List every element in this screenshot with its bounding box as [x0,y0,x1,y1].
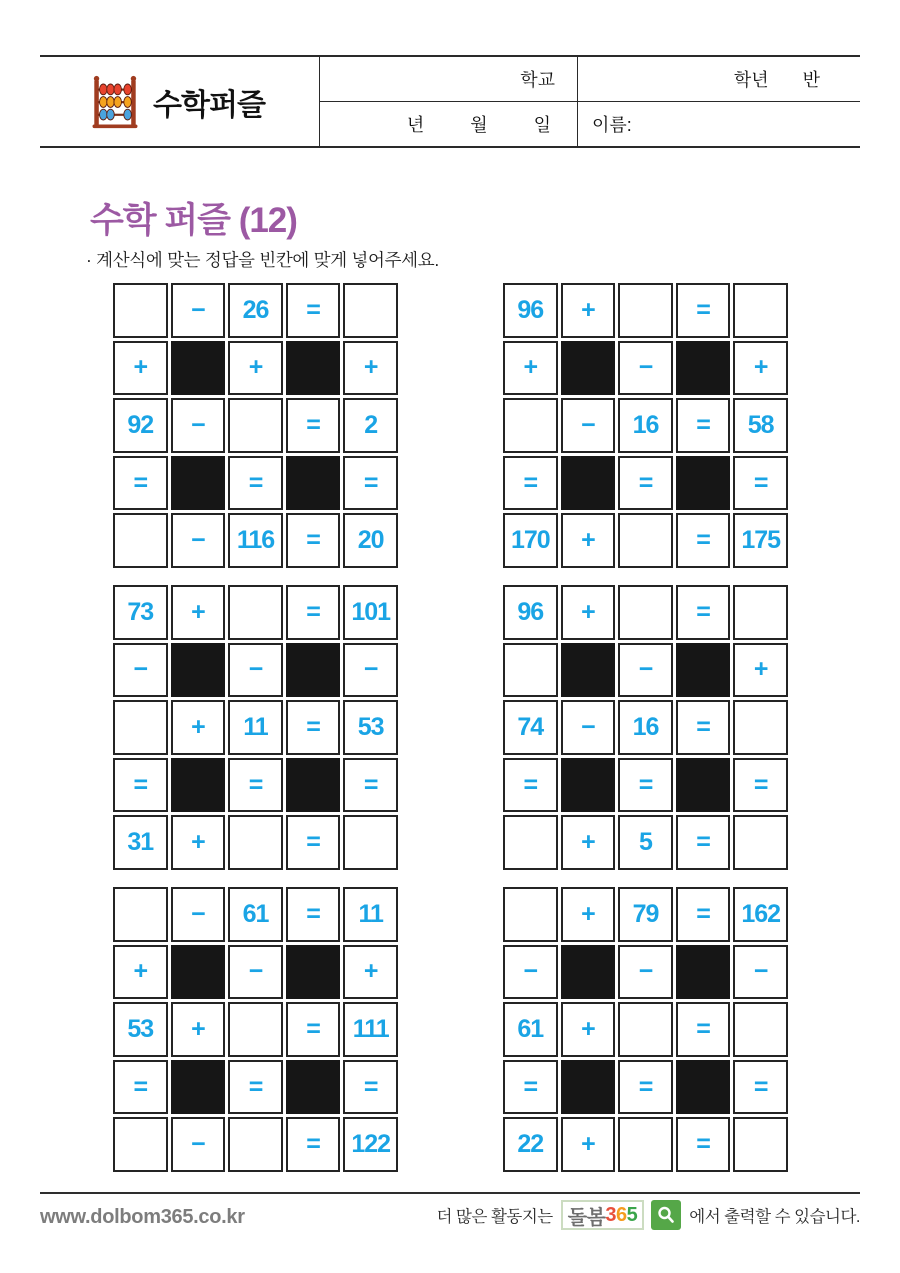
blocked-cell [286,456,341,511]
puzzle-value-cell: 116 [228,513,283,568]
puzzle-value-cell: = [676,513,731,568]
blocked-cell [286,758,341,813]
empty-answer-cell [733,1002,788,1057]
grade-class-field [578,57,860,101]
puzzle-value-cell: 162 [733,887,788,942]
puzzle-value-cell: = [676,585,731,640]
puzzle-value-cell: = [228,758,283,813]
puzzle-value-cell: 11 [343,887,398,942]
puzzle-value-cell: 101 [343,585,398,640]
blocked-cell [561,945,616,1000]
puzzle-grid-4 [503,585,788,870]
footer-website-url: www.dolbom365.co.kr [40,1206,245,1228]
empty-answer-cell [618,585,673,640]
brand-digit-6: 6 [616,1203,627,1226]
year-label: 년 [406,115,425,135]
empty-answer-cell [618,1117,673,1172]
puzzle-value-cell: = [286,1002,341,1057]
puzzle-value-cell: − [618,945,673,1000]
school-label: 학교 [520,70,555,90]
puzzle-value-cell: 16 [618,398,673,453]
blocked-cell [561,456,616,511]
puzzle-value-cell: − [113,643,168,698]
blocked-cell [676,456,731,511]
puzzle-value-cell: + [561,585,616,640]
puzzle-value-cell: + [343,945,398,1000]
empty-answer-cell [733,1117,788,1172]
puzzle-value-cell: = [286,1117,341,1172]
logo-cell [40,57,320,146]
puzzle-value-cell: = [286,283,341,338]
header-row-date-name [320,102,860,146]
logo-title: 수학퍼즐 [153,88,265,122]
puzzle-value-cell: = [113,1060,168,1115]
puzzle-value-cell: + [113,341,168,396]
puzzle-value-cell: 111 [343,1002,398,1057]
empty-answer-cell [343,283,398,338]
puzzle-value-cell: 61 [503,1002,558,1057]
puzzle-value-cell: 122 [343,1117,398,1172]
puzzle-grid-3 [113,585,398,870]
puzzle-value-cell: 53 [343,700,398,755]
empty-answer-cell [618,513,673,568]
puzzle-value-cell: + [561,815,616,870]
worksheet-header [40,55,860,148]
empty-answer-cell [618,1002,673,1057]
puzzle-value-cell: = [228,1060,283,1115]
blocked-cell [676,341,731,396]
puzzle-value-cell: 5 [618,815,673,870]
puzzle-value-cell: = [113,758,168,813]
empty-answer-cell [618,283,673,338]
puzzle-value-cell: + [171,815,226,870]
puzzle-value-cell: − [171,283,226,338]
blocked-cell [171,456,226,511]
puzzle-value-cell: − [228,643,283,698]
empty-answer-cell [733,815,788,870]
puzzle-value-cell: = [286,887,341,942]
puzzle-value-cell: + [343,341,398,396]
empty-answer-cell [228,398,283,453]
puzzle-value-cell: − [561,700,616,755]
puzzle-value-cell: = [113,456,168,511]
puzzle-value-cell: + [113,945,168,1000]
puzzle-grid-2 [503,283,788,568]
puzzle-value-cell: 31 [113,815,168,870]
puzzle-value-cell: 26 [228,283,283,338]
empty-answer-cell [228,1117,283,1172]
blocked-cell [171,1060,226,1115]
header-row-school [320,57,860,102]
puzzle-value-cell: − [618,341,673,396]
puzzle-value-cell: = [676,815,731,870]
puzzle-value-cell: = [676,1002,731,1057]
puzzle-value-cell: 170 [503,513,558,568]
puzzle-value-cell: 58 [733,398,788,453]
puzzle-value-cell: 79 [618,887,673,942]
puzzle-value-cell: 2 [343,398,398,453]
puzzle-value-cell: = [286,398,341,453]
empty-answer-cell [113,700,168,755]
class-label: 반 [802,70,820,90]
puzzle-value-cell: + [561,1002,616,1057]
blocked-cell [561,758,616,813]
puzzle-value-cell: − [733,945,788,1000]
puzzle-value-cell: 74 [503,700,558,755]
header-info-area [320,57,860,146]
blocked-cell [676,1060,731,1115]
abacus-logo-icon [88,74,142,130]
puzzle-value-cell: − [171,887,226,942]
puzzle-value-cell: − [228,945,283,1000]
puzzle-value-cell: 11 [228,700,283,755]
blocked-cell [171,758,226,813]
footer-more-text: 더 많은 활동지는 [436,1208,553,1226]
puzzle-value-cell: − [171,513,226,568]
dolbom365-brand-badge [561,1200,645,1230]
brand-digit-5: 5 [626,1203,638,1226]
puzzle-value-cell: + [561,1117,616,1172]
puzzle-value-cell: + [561,513,616,568]
puzzle-value-cell: 53 [113,1002,168,1057]
puzzle-value-cell: = [503,758,558,813]
empty-answer-cell [733,700,788,755]
brand-digit-3: 3 [605,1203,617,1226]
puzzle-value-cell: = [618,456,673,511]
puzzle-value-cell: + [228,341,283,396]
brand-text-dolbom: 돌봄 [567,1206,606,1229]
search-icon [651,1200,681,1230]
empty-answer-cell [733,283,788,338]
puzzle-value-cell: 96 [503,585,558,640]
blocked-cell [676,945,731,1000]
puzzle-grid-5 [113,887,398,1172]
empty-answer-cell [733,585,788,640]
puzzle-value-cell: 16 [618,700,673,755]
empty-answer-cell [503,643,558,698]
blocked-cell [561,643,616,698]
puzzle-value-cell: = [343,758,398,813]
puzzle-value-cell: = [286,585,341,640]
footer-divider [40,1192,860,1194]
puzzle-value-cell: = [618,758,673,813]
puzzle-value-cell: = [676,398,731,453]
puzzle-value-cell: = [676,700,731,755]
puzzle-value-cell: + [171,700,226,755]
blocked-cell [286,341,341,396]
puzzle-value-cell: = [676,283,731,338]
puzzle-value-cell: = [733,758,788,813]
puzzle-value-cell: = [618,1060,673,1115]
page-title: 수학 퍼즐 (12) [90,201,297,240]
empty-answer-cell [113,887,168,942]
puzzle-value-cell: = [733,1060,788,1115]
puzzle-value-cell: − [171,398,226,453]
empty-answer-cell [228,585,283,640]
puzzle-value-cell: 61 [228,887,283,942]
blocked-cell [171,945,226,1000]
puzzle-value-cell: = [286,815,341,870]
puzzle-value-cell: 175 [733,513,788,568]
puzzle-value-cell: − [618,643,673,698]
puzzle-grid-6 [503,887,788,1172]
puzzle-value-cell: + [561,887,616,942]
name-label: 이름: [592,115,632,135]
empty-answer-cell [503,815,558,870]
empty-answer-cell [228,1002,283,1057]
puzzle-value-cell: + [561,283,616,338]
footer-promo [437,1199,861,1231]
blocked-cell [676,643,731,698]
puzzle-value-cell: + [171,1002,226,1057]
empty-answer-cell [113,283,168,338]
puzzle-value-cell: + [503,341,558,396]
puzzle-value-cell: = [343,456,398,511]
instruction-text: · 계산식에 맞는 정답을 빈칸에 맞게 넣어주세요. [86,250,439,270]
day-label: 일 [533,115,551,135]
puzzle-grid-1 [113,283,398,568]
name-field [578,102,860,146]
puzzle-value-cell: = [503,1060,558,1115]
month-label: 월 [470,115,488,135]
puzzle-value-cell: = [228,456,283,511]
date-field [320,102,578,146]
empty-answer-cell [113,513,168,568]
puzzle-value-cell: 96 [503,283,558,338]
blocked-cell [561,1060,616,1115]
school-field [320,57,578,101]
puzzle-value-cell: + [733,341,788,396]
blocked-cell [286,945,341,1000]
blocked-cell [171,643,226,698]
puzzle-value-cell: = [286,513,341,568]
puzzle-value-cell: 92 [113,398,168,453]
blocked-cell [286,1060,341,1115]
puzzle-value-cell: = [503,456,558,511]
puzzle-value-cell: 20 [343,513,398,568]
puzzle-value-cell: = [286,700,341,755]
empty-answer-cell [343,815,398,870]
puzzle-value-cell: − [343,643,398,698]
puzzle-value-cell: − [503,945,558,1000]
puzzle-value-cell: − [171,1117,226,1172]
puzzle-value-cell: + [171,585,226,640]
blocked-cell [286,643,341,698]
puzzle-value-cell: = [733,456,788,511]
puzzle-value-cell: = [343,1060,398,1115]
empty-answer-cell [503,398,558,453]
puzzle-value-cell: 73 [113,585,168,640]
blocked-cell [561,341,616,396]
blocked-cell [171,341,226,396]
empty-answer-cell [228,815,283,870]
puzzle-value-cell: 22 [503,1117,558,1172]
puzzle-value-cell: + [733,643,788,698]
blocked-cell [676,758,731,813]
puzzle-value-cell: = [676,887,731,942]
puzzle-value-cell: − [561,398,616,453]
grade-label: 학년 [733,70,769,90]
footer-suffix-text: 에서 출력할 수 있습니다. [689,1208,860,1226]
puzzle-value-cell: = [676,1117,731,1172]
empty-answer-cell [113,1117,168,1172]
empty-answer-cell [503,887,558,942]
